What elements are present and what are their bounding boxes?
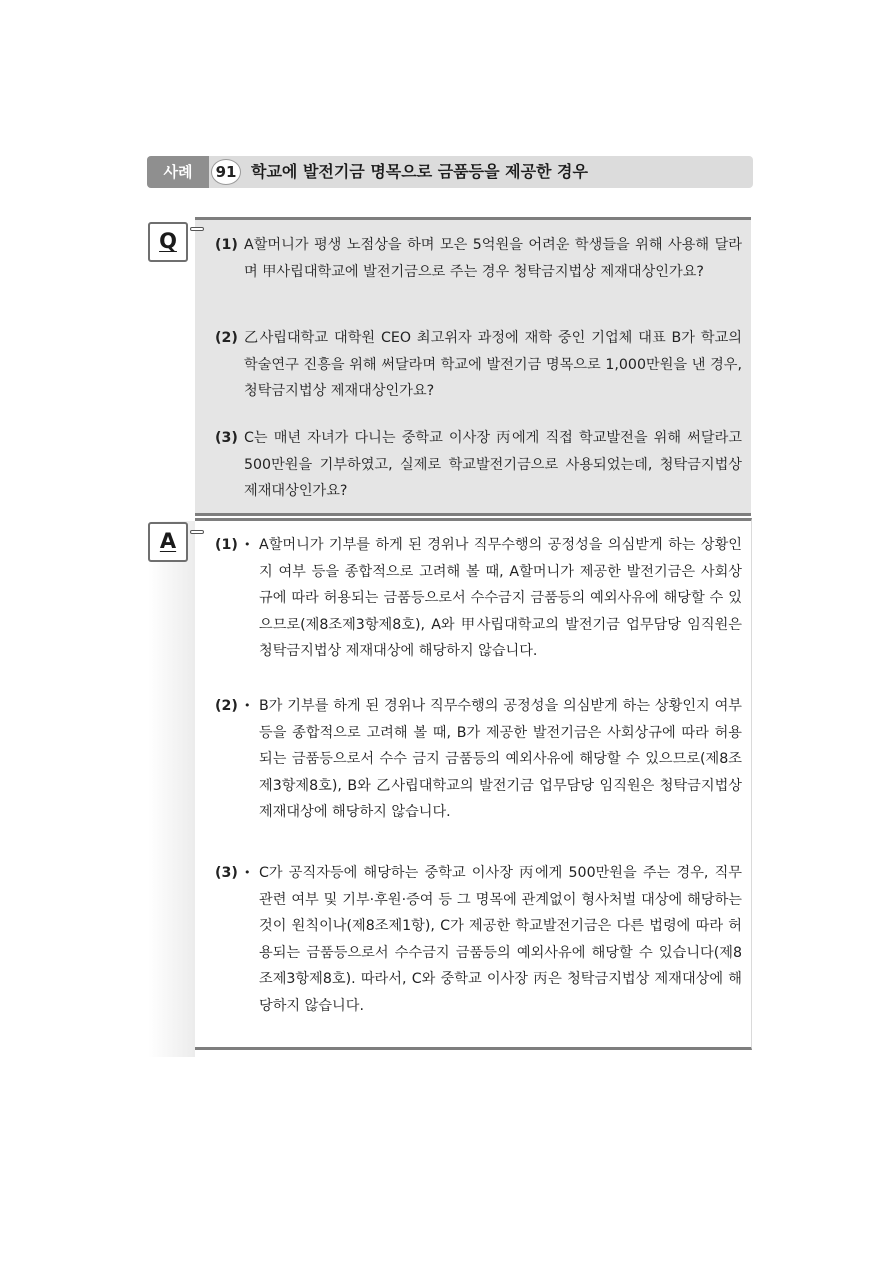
answer-item-2-text: B가 기부를 하게 된 경위나 직무수행의 공정성을 의심받게 하는 상황인지 여부 등을 종합적으로 고려해 볼 때, B가 제공한 발전기금은 사회상규에 따라 허용되는 금품등으로서 수수 금지 금품등의 예외사유에 해당할 수 있으므로(제8조제3항제8호), B와 乙사립대학교의 발전기금 업무담당 임직원은 청탁금지법상 제재대상에 해당하지 않습니다. [259, 698, 742, 820]
question-item-2 [215, 325, 742, 405]
question-badge-letter: Q [159, 229, 177, 253]
answer-item-1-marker: (1) [215, 537, 238, 553]
answer-item-1-text: A할머니가 기부를 하게 된 경위나 직무수행의 공정성을 의심받게 하는 상황인지 여부 등을 종합적으로 고려해 볼 때, A할머니가 제공한 발전기금은 사회상규에 따라 허용되는 금품등으로서 수수금지 금품등의 예외사유에 해당할 수 있으므로(제8조제3항제8호), A와 甲사립대학교의 발전기금 업무담당 임직원은 청탁금지법상 제재대상에 해당하지 않습니다. [259, 537, 742, 659]
answer-item-3 [215, 860, 742, 1019]
answer-badge-tail-icon [190, 530, 204, 534]
question-badge [148, 222, 188, 262]
answer-badge [148, 522, 188, 562]
answer-item-2 [215, 693, 742, 826]
answer-item-3-bullet-icon: • [244, 866, 251, 879]
question-item-1 [215, 232, 742, 285]
answer-side-shade [148, 521, 195, 1057]
question-item-3 [215, 425, 742, 505]
question-item-2-text: 乙사립대학교 대학원 CEO 최고위자 과정에 재학 중인 기업체 대표 B가 학교의 학술연구 진흥을 위해 써달라며 학교에 발전기금 명목으로 1,000만원을 낸 경우, 청탁금지법상 제재대상인가요? [244, 330, 742, 399]
answer-item-2-marker: (2) [215, 698, 238, 714]
answer-item-1 [215, 532, 742, 665]
answer-item-1-bullet-icon: • [244, 538, 251, 551]
answer-item-3-marker: (3) [215, 865, 238, 881]
case-title: 학교에 발전기금 명목으로 금품등을 제공한 경우 [251, 162, 588, 181]
answer-badge-letter: A [159, 529, 177, 553]
question-item-2-marker: (2) [215, 330, 238, 346]
question-item-3-text: C는 매년 자녀가 다니는 중학교 이사장 丙에게 직접 학교발전을 위해 써달라고 500만원을 기부하였고, 실제로 학교발전기금으로 사용되었는데, 청탁금지법상 제재대상인가요? [244, 430, 742, 499]
case-title-bar [147, 156, 753, 188]
question-item-1-text: A할머니가 평생 노점상을 하며 모은 5억원을 어려운 학생들을 위해 사용해 달라며 甲사립대학교에 발전기금으로 주는 경우 청탁금지법상 제재대상인가요? [244, 237, 742, 280]
answer-item-3-text: C가 공직자등에 해당하는 중학교 이사장 丙에게 500만원을 주는 경우, 직무 관련 여부 및 기부·후원·증여 등 그 명목에 관계없이 형사처벌 대상에 해당하는 것이 원칙이나(제8조제1항), C가 제공한 학교발전기금은 다른 법령에 따라 허용되는 금품등으로서 수수금지 금품등의 예외사유에 해당할 수 있습니다(제8조제3항제8호). 따라서, C와 중학교 이사장 丙은 청탁금지법상 제재대상에 해당하지 않습니다. [259, 865, 742, 1014]
answer-item-2-bullet-icon: • [244, 699, 251, 712]
case-number: 91 [211, 159, 241, 185]
question-badge-tail-icon [190, 227, 204, 231]
case-tab-label: 사례 [147, 156, 209, 188]
question-item-1-marker: (1) [215, 237, 238, 253]
question-item-3-marker: (3) [215, 430, 238, 446]
